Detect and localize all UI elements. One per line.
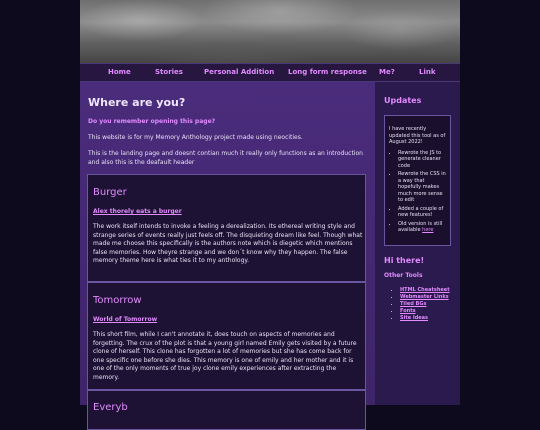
story-card-burger (87, 174, 366, 282)
card-body: The work itself intends to invoke a feeling a derealization. Its ethereal writing style and strange series of events really just feels off. The disquieting dream like feel. Though what made me choose this specifically is the authors note which is diegetic which mentions false memories. How theyre strange and we don´t know why they happen. The false memory theme here is what ties it to my anthology. (93, 223, 363, 264)
update-text: I have recently updated this tool as of August 2022! (389, 126, 446, 145)
tools-list (392, 287, 450, 322)
page-title: Where are you? (88, 96, 186, 109)
update-item: • Added a couple of new features! (398, 206, 446, 219)
tool-link-tiled-bgs[interactable]: Tiled BGs (400, 301, 427, 307)
card-story-link[interactable]: World of Tomorrow (93, 316, 158, 323)
updates-box (384, 115, 451, 246)
tool-link-webmaster-links[interactable]: Webmaster Links (400, 294, 449, 300)
card-title: Burger (93, 187, 127, 198)
card-title: Tomorrow (93, 295, 142, 306)
nav-long-form-response[interactable]: Long form response (288, 68, 367, 76)
tool-item (400, 308, 450, 315)
nav-link[interactable]: Link (419, 68, 436, 76)
card-title: Everyb (93, 402, 128, 413)
sidebar (378, 82, 460, 405)
tool-item (400, 315, 450, 322)
story-card-partial (87, 390, 366, 430)
tool-item (400, 287, 450, 294)
update-item: • Rewrote the JS to generate cleaner code (398, 150, 446, 170)
intro-paragraph-2: This is the landing page and doesnt contian much it really only functions as an introduction and also this is the deafault header (88, 150, 363, 166)
nav-personal-addition[interactable]: Personal Addition (204, 68, 275, 76)
updates-heading: Updates (384, 96, 422, 105)
remember-link[interactable]: Do you remember opening this page? (88, 118, 216, 125)
old-version-link[interactable]: here (422, 227, 434, 233)
intro-paragraph-1: This website is for my Memory Anthology project made using neocities. (88, 134, 303, 141)
hi-heading: Hi there! (384, 256, 425, 265)
other-tools-heading: Other Tools (384, 272, 423, 279)
story-card-tomorrow (87, 282, 366, 390)
update-item: • Rewrote the CSS in a way that hopefully makes much more sense to edit (398, 171, 446, 204)
update-item-old-version (398, 221, 446, 234)
main-content (80, 82, 375, 413)
tool-link-fonts[interactable]: Fonts (400, 308, 416, 314)
top-nav (80, 63, 460, 82)
update-list (389, 150, 446, 234)
old-version-text: Old version is still available (398, 220, 443, 233)
card-body: This short film, while I can't annotate it, does touch on aspects of memories and forgetting. The crux of the plot is that a young girl named Emily gets visited by a future clone of herself. This clone has forgotten a lot of memories but she has come back for one specific one before she dies. This memory is one of emily and her mother and it is one of the only moments of true joy clone emily experiences after extracting the memory. (93, 331, 357, 381)
header-banner (80, 0, 460, 63)
card-story-link[interactable]: Alex thorely eats a burger (93, 208, 182, 215)
nav-home[interactable]: Home (108, 68, 131, 76)
tool-item (400, 301, 450, 308)
tool-link-site-ideas[interactable]: Site Ideas (400, 315, 429, 321)
nav-me[interactable]: Me? (379, 68, 395, 76)
nav-stories[interactable]: Stories (155, 68, 183, 76)
tool-link-html-cheatsheet[interactable]: HTML Cheatsheet (400, 287, 450, 293)
tool-item (400, 294, 450, 301)
